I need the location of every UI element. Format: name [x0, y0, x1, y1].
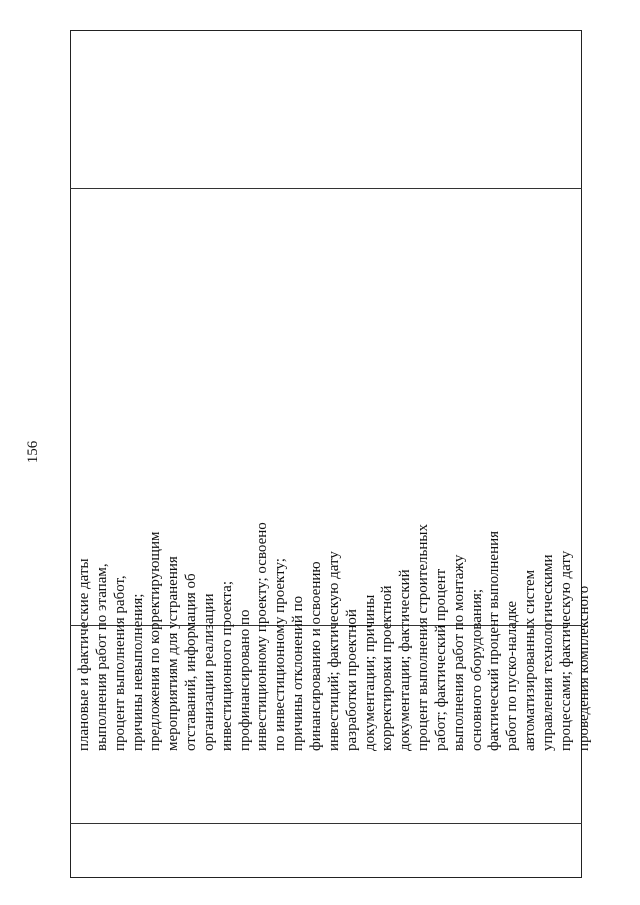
cell-text-line: корректировки проектной [379, 585, 396, 751]
cell-text-line: инвестиций; фактическую дату [325, 551, 342, 751]
cell-text-line: основного оборудования; [468, 589, 485, 751]
cell-text-line: работ; фактический процент [432, 568, 449, 751]
cell-text-line: инвестиционного проекта; [218, 581, 235, 751]
cell-text-line: процент выполнения работ, [111, 575, 128, 751]
cell-text-line: причины невыполнения; [129, 593, 146, 751]
page-number: 156 [25, 440, 41, 464]
cell-text-line: плановые и фактические даты [76, 558, 92, 751]
cell-text-line: документации; причины [361, 594, 378, 751]
cell-text-line: управления технологическими [539, 554, 556, 751]
cell-text-line: отставаний, информация об [183, 573, 200, 751]
cell-text-line: мероприятиям для устранения [165, 556, 182, 751]
cell-text-line: профинансировано по [236, 609, 253, 751]
cell-text-line: фактический процент выполнения [486, 530, 503, 751]
cell-text-line: предложения по корректирующим [147, 531, 164, 751]
cell-text-line: работ по пуско-наладке [504, 600, 521, 751]
cell-text-line: разработки проектной [343, 609, 360, 751]
cell-text-line: причины отклонений по [290, 595, 307, 751]
cell-text-line: организации реализации [200, 593, 217, 751]
table-cell-text [76, 147, 592, 757]
cell-text-line: выполнения работ по этапам, [93, 563, 110, 751]
cell-text-line: по инвестиционному проекту; [272, 558, 289, 751]
cell-text-line: документации; фактический [397, 569, 414, 751]
cell-text-line: финансированию и освоению [307, 561, 324, 751]
table-row-divider [70, 823, 582, 824]
cell-text-line: автоматизированных систем [522, 569, 539, 751]
cell-text-line: проведения комплексного [575, 585, 592, 751]
cell-text-line: выполнения работ по монтажу [450, 554, 467, 751]
cell-text-line: процент выполнения строительных [415, 524, 432, 751]
cell-text-line: инвестиционному проекту; освоено [254, 522, 271, 751]
cell-text-line: процессами; фактическую дату [557, 550, 574, 751]
